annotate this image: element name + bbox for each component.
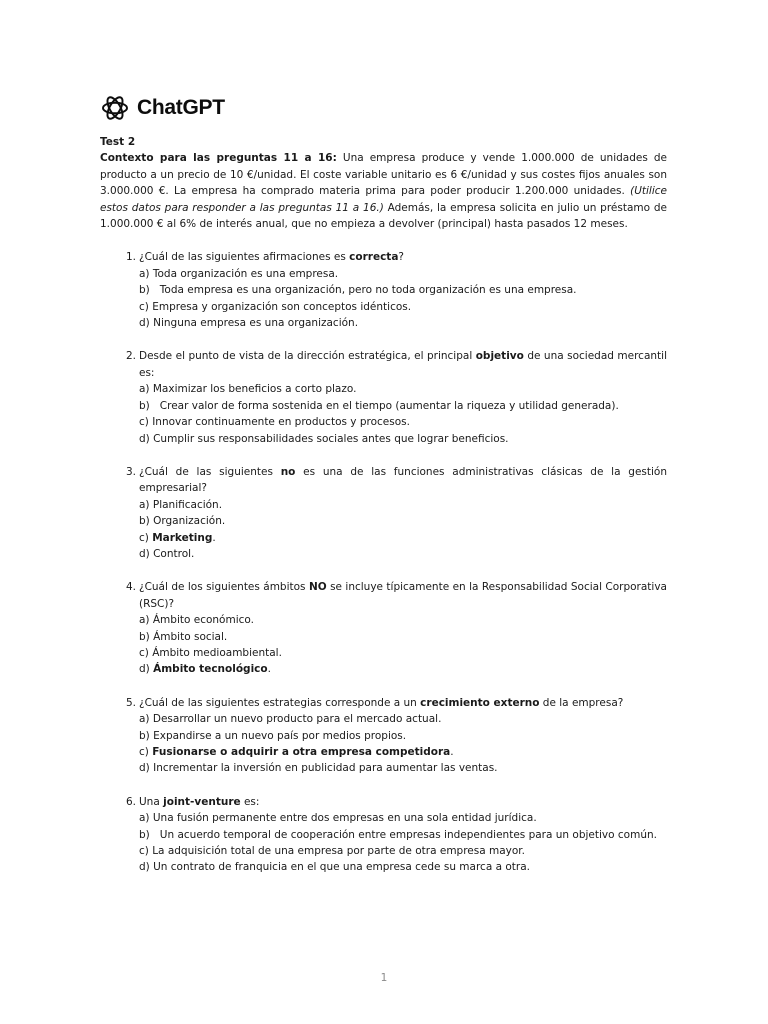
question-2 <box>100 348 667 446</box>
question-text: ¿Cuál de los siguientes ámbitos NO se incluye típicamente en la Responsabilidad Social Corporativa (RSC)? <box>139 581 667 610</box>
question-list <box>100 249 667 875</box>
question-5 <box>100 695 667 777</box>
option-b: b) Un acuerdo temporal de cooperación entre empresas independientes para un objetivo común. <box>139 828 657 841</box>
option-a: a) Toda organización es una empresa. <box>139 267 339 280</box>
option-c: c) Empresa y organización son conceptos idénticos. <box>139 300 412 313</box>
option-c: c) Marketing. <box>139 531 216 544</box>
context-text-2: Además, la empresa solicita en julio un préstamo de 1.000.000 € al 6% de interés anual, que no empieza a devolver (principal) hasta pasados 12 meses. <box>100 201 667 231</box>
openai-logo-icon <box>100 93 130 123</box>
question-3 <box>100 464 667 562</box>
option-b: b) Crear valor de forma sostenida en el tiempo (aumentar la riqueza y utilidad generada). <box>139 399 619 412</box>
option-c: c) Fusionarse o adquirir a otra empresa competidora. <box>139 746 454 758</box>
question-4 <box>100 579 667 677</box>
logo-text: ChatGPT <box>137 96 225 119</box>
option-a: a) Ámbito económico. <box>139 614 254 627</box>
question-6 <box>100 794 667 876</box>
option-c: c) Innovar continuamente en productos y procesos. <box>139 416 410 429</box>
option-d: d) Cumplir sus responsabilidades sociales antes que lograr beneficios. <box>139 432 509 445</box>
option-c: c) La adquisición total de una empresa por parte de otra empresa mayor. <box>139 845 525 858</box>
question-text: Una joint-venture es: <box>139 795 260 808</box>
option-a: a) Una fusión permanente entre dos empresas en una sola entidad jurídica. <box>139 812 537 825</box>
option-d: d) Ninguna empresa es una organización. <box>139 317 359 330</box>
context-text-1: Una empresa produce y vende 1.000.000 de unidades de producto a un precio de 10 €/unidad. El coste variable unitario es 6 €/unidad y sus costes fijos anuales son 3.000.000 €. La empresa ha comprado materia prima para poder producir 1.200.000 unidades. <box>100 152 668 198</box>
question-text: ¿Cuál de las siguientes afirmaciones es correcta? <box>139 251 404 264</box>
option-b: b) Organización. <box>139 515 226 528</box>
question-text: ¿Cuál de las siguientes no es una de las funciones administrativas clásicas de la gestión empresarial? <box>139 465 667 495</box>
option-d: d) Ámbito tecnológico. <box>139 663 271 676</box>
question-number: 1. <box>126 251 137 264</box>
option-b: b) Ámbito social. <box>139 630 228 643</box>
option-d: d) Un contrato de franquicia en el que una empresa cede su marca a otra. <box>139 861 531 874</box>
question-number: 2. <box>126 350 137 363</box>
option-c: c) Ámbito medioambiental. <box>139 646 282 659</box>
question-1 <box>100 249 667 331</box>
question-text: ¿Cuál de las siguientes estrategias corresponde a un crecimiento externo de la empresa? <box>139 696 624 709</box>
option-d: d) Control. <box>139 547 195 560</box>
context-lead: Contexto para las preguntas 11 a 16: <box>100 152 337 165</box>
chatgpt-logo <box>100 93 225 123</box>
option-a: a) Planificación. <box>139 498 223 511</box>
question-number: 6. <box>126 795 137 808</box>
page-number: 1 <box>380 972 388 984</box>
option-a: a) Maximizar los beneficios a corto plazo. <box>139 383 357 396</box>
question-number: 3. <box>126 465 137 478</box>
option-b: b) Expandirse a un nuevo país por medios propios. <box>139 729 407 742</box>
context-paragraph <box>100 150 667 232</box>
option-d: d) Incrementar la inversión en publicidad para aumentar las ventas. <box>139 762 498 775</box>
test-title: Test 2 <box>100 136 136 148</box>
question-number: 4. <box>126 581 137 594</box>
question-number: 5. <box>126 696 137 709</box>
option-b: b) Toda empresa es una organización, pero no toda organización es una empresa. <box>139 284 577 297</box>
context-italic-note: (Utilice estos datos para responder a las preguntas 11 a 16.) <box>100 185 667 214</box>
option-a: a) Desarrollar un nuevo producto para el mercado actual. <box>139 713 442 726</box>
document-body <box>100 134 667 893</box>
question-text: Desde el punto de vista de la dirección estratégica, el principal objetivo de una sociedad mercantil es: <box>139 350 667 379</box>
